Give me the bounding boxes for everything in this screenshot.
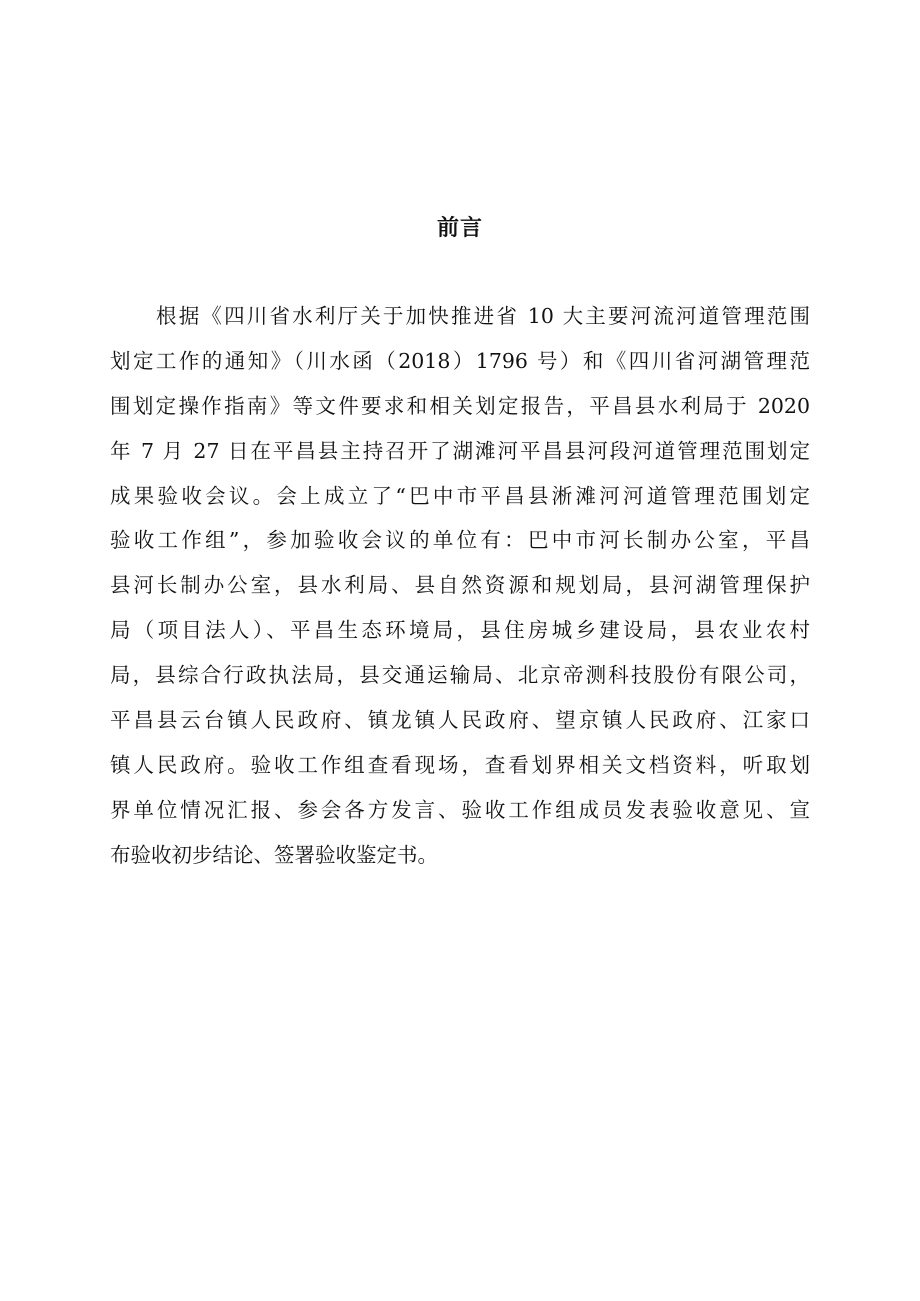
paragraph-line-7: 县河长制办公室，县水利局、县自然资源和规划局，县河湖管理保护: [110, 573, 810, 598]
paragraph-line-6: 验收工作组”，参加验收会议的单位有：巴中市河长制办公室，平昌: [110, 528, 810, 553]
paragraph-line-1: 根据《四川省水利厅关于加快推进省 10 大主要河流河道管理范围: [156, 304, 810, 328]
paragraph-line-5: 成果验收会议。会上成立了“巴中市平昌县淅滩河河道管理范围划定: [110, 483, 810, 508]
paragraph-line-4: 年 7 月 27 日在平昌县主持召开了湖滩河平昌县河段河道管理范围划定: [110, 438, 810, 463]
paragraph-line-11: 镇人民政府。验收工作组查看现场，查看划界相关文档资料，听取划: [110, 752, 810, 777]
page-title: 前言: [436, 216, 483, 241]
paragraph-line-12: 界单位情况汇报、参会各方发言、验收工作组成员发表验收意见、宣: [110, 797, 810, 822]
paragraph-line-13: 布验收初步结论、签署验收鉴定书。: [110, 842, 438, 867]
body-paragraph: [110, 294, 810, 878]
paragraph-line-2: 划定工作的通知》（川水函（2018）1796 号）和《四川省河湖管理范: [110, 348, 810, 373]
paragraph-line-8: 局（项目法人）、平昌生态环境局，县住房城乡建设局，县农业农村: [110, 618, 810, 643]
paragraph-line-10: 平昌县云台镇人民政府、镇龙镇人民政府、望京镇人民政府、江家口: [110, 708, 810, 733]
paragraph-line-3: 围划定操作指南》等文件要求和相关划定报告，平昌县水利局于 2020: [110, 393, 810, 418]
paragraph-line-9: 局，县综合行政执法局，县交通运输局、北京帝测科技股份有限公司，: [110, 663, 810, 688]
